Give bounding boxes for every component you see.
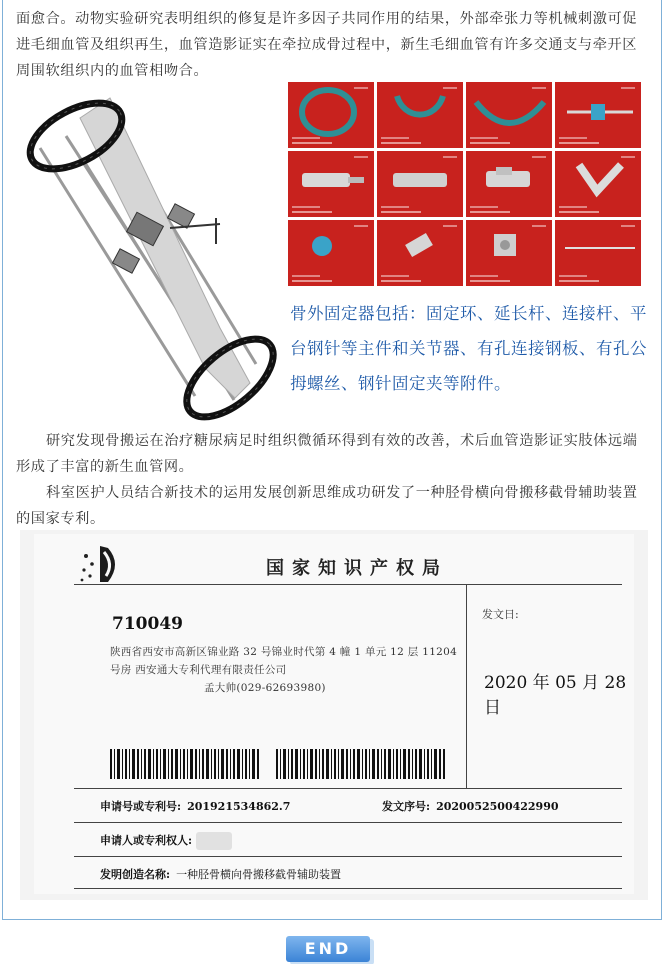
part-photo-pin-clamp bbox=[466, 220, 552, 286]
invention-field bbox=[100, 866, 341, 882]
paragraph-patent: 科室医护人员结合新技术的运用发展创新思维成功研发了一种胫骨横向骨搬移截骨辅助装置的国家专利。 bbox=[16, 485, 638, 527]
address-line-1: 陕西省西安市高新区锦业路 32 号锦业时代第 4 幢 1 单元 12 层 11204 bbox=[110, 646, 458, 658]
certificate-rule-bottom bbox=[74, 888, 622, 889]
certificate-rule-vertical bbox=[466, 584, 467, 788]
part-photo-joint-block bbox=[466, 151, 552, 217]
issue-date: 2020 年 05 月 28 日 bbox=[484, 673, 627, 718]
serial-number-label: 发文序号: bbox=[382, 800, 431, 813]
end-badge: END bbox=[286, 936, 370, 962]
address-line-3: 孟大帅(029-62693980) bbox=[204, 682, 326, 694]
part-photo-arc-ring bbox=[466, 82, 552, 148]
barcode-right bbox=[276, 749, 446, 779]
certificate-paper bbox=[34, 534, 634, 894]
application-number-label: 申请号或专利号: bbox=[100, 800, 182, 813]
part-photo-angled-plate bbox=[555, 151, 641, 217]
part-photo-half-ring bbox=[377, 82, 463, 148]
invention-label: 发明创造名称: bbox=[100, 868, 171, 881]
barcode-left bbox=[110, 749, 260, 779]
part-photo-hinge bbox=[377, 220, 463, 286]
paragraph-research: 研究发现骨搬运在治疗糖尿病足时组织微循环得到有效的改善，术后血管造影证实肢体远端形成了丰富的新生血管网。 bbox=[16, 433, 638, 475]
serial-number: 2020052500422990 bbox=[436, 800, 559, 813]
part-photo-connecting-bar bbox=[288, 151, 374, 217]
postcode: 710049 bbox=[112, 614, 183, 634]
part-photo-steel-pin bbox=[555, 220, 641, 286]
address-line-2: 号房 西安通大专利代理有限责任公司 bbox=[110, 664, 287, 676]
certificate-rule-mid bbox=[74, 788, 622, 789]
applicant-field bbox=[100, 832, 232, 850]
cnipa-logo-icon bbox=[78, 542, 128, 586]
fixator-parts-photo-grid bbox=[288, 82, 642, 286]
part-photo-extension-rod bbox=[555, 82, 641, 148]
patent-certificate-image bbox=[20, 530, 648, 900]
application-number: 201921534862.7 bbox=[187, 800, 291, 813]
certificate-title: 国家知识产权局 bbox=[266, 558, 448, 579]
part-photo-fixing-ring-full bbox=[288, 82, 374, 148]
issue-date-label: 发文日: bbox=[482, 608, 519, 621]
part-photo-nut bbox=[288, 220, 374, 286]
certificate-rule-2 bbox=[74, 822, 622, 823]
part-photo-plate bbox=[377, 151, 463, 217]
certificate-rule-top bbox=[74, 584, 622, 585]
invention-name: 一种胫骨横向骨搬移截骨辅助装置 bbox=[176, 868, 342, 881]
serial-number-field bbox=[382, 798, 559, 814]
paragraph-healing: 面愈合。动物实验研究表明组织的修复是许多因子共同作用的结果，外部牵张力等机械刺激可促进毛细血管及组织再生，血管造影证实在牵拉成骨过程中，新生毛细血管有许多交通支与牵开区周围软组织内的血管相吻合。 bbox=[16, 11, 638, 79]
redacted-applicant bbox=[196, 832, 232, 850]
certificate-rule-3 bbox=[74, 856, 622, 857]
application-number-field bbox=[100, 798, 290, 814]
applicant-label: 申请人或专利权人: bbox=[100, 834, 193, 847]
external-fixator-image bbox=[20, 78, 288, 422]
fixator-caption: 骨外固定器包括：固定环、延长杆、连接杆、平台钢针等主件和关节器、有孔连接钢板、有孔公拇螺丝、钢针固定夹等附件。 bbox=[290, 304, 647, 393]
